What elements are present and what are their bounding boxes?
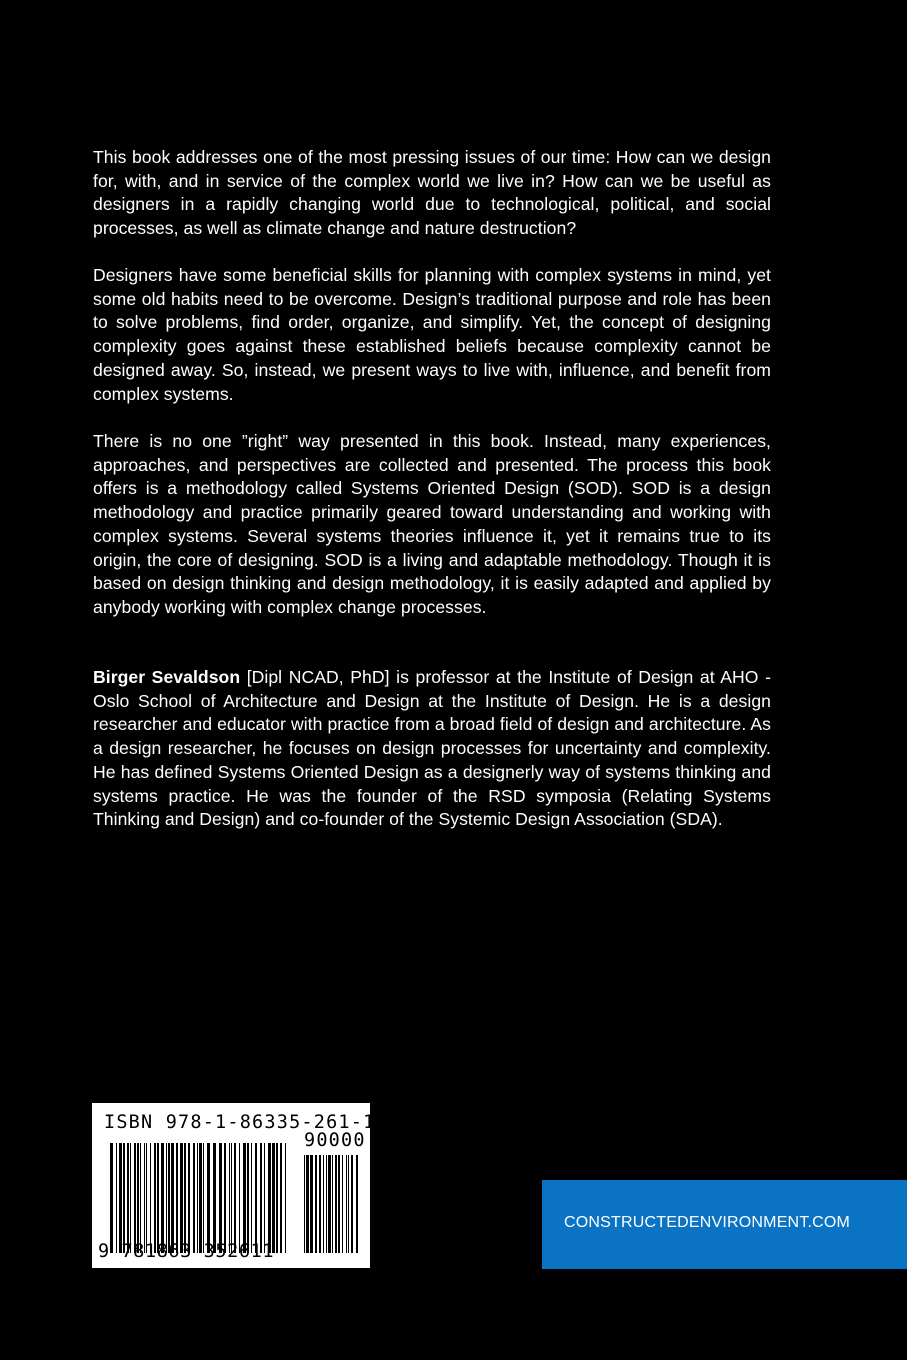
website-banner	[542, 1180, 907, 1269]
website-url[interactable]: CONSTRUCTEDENVIRONMENT.COM	[564, 1214, 851, 1231]
barcode-bar	[234, 1143, 236, 1253]
barcode-bar	[199, 1143, 202, 1253]
isbn-barcode	[92, 1103, 376, 1268]
barcode-bar	[144, 1143, 145, 1253]
barcode-bar	[176, 1143, 178, 1253]
description-paragraph-3-text: There is no one ”right” way presented in this book. Instead, many experiences, approaches, and perspectives are collected and presented. The process this book offers is a methodology called Systems Oriented Design (SOD). SOD is a design methodology and practice primarily geared toward understanding and working with complex systems. Several systems theories influence it, yet it remains true to its origin, the core of designing. SOD is a living and adaptable methodology. Though it is based on design thinking and design methodology, it is easily adapted and applied by anybody working with complex change processes.	[93, 431, 771, 617]
barcode-bar	[306, 1155, 309, 1253]
barcode-bar	[255, 1143, 257, 1253]
barcode-bar	[193, 1143, 195, 1253]
barcode-bar	[356, 1155, 358, 1253]
barcode-bar	[351, 1155, 353, 1253]
barcode-bar	[161, 1143, 164, 1253]
barcode-bar	[315, 1155, 317, 1253]
barcode-bar	[323, 1155, 324, 1253]
barcode-bar	[130, 1143, 131, 1253]
barcode-bar	[326, 1155, 327, 1253]
barcode-bar	[243, 1143, 246, 1253]
barcode-bar	[146, 1143, 147, 1253]
barcode-bar	[154, 1143, 156, 1253]
barcode-bar	[224, 1143, 226, 1253]
ean-digits: 9 781863 352611	[98, 1241, 275, 1262]
barcode-bar	[285, 1143, 286, 1253]
barcode-bar	[260, 1143, 262, 1253]
barcode-bar	[127, 1143, 129, 1253]
barcode-bar	[348, 1155, 349, 1253]
barcode-bar	[272, 1143, 275, 1253]
description-paragraph-1-text: This book addresses one of the most pressing issues of our time: How can we design for, with, and in service of the complex world we live in? How can we be useful as designers in a rapidly changing world due to technological, political, and social processes, as well as climate change and nature destruction?	[93, 147, 771, 239]
barcode-bar	[123, 1143, 125, 1253]
description-paragraph-1	[93, 146, 771, 241]
barcode-bar	[319, 1155, 321, 1253]
barcode-bar	[280, 1143, 282, 1253]
barcode-bar	[310, 1155, 313, 1253]
barcode-bar	[328, 1155, 331, 1253]
barcode-bar	[150, 1143, 151, 1253]
barcode-bar	[140, 1143, 141, 1253]
description-paragraph-2	[93, 264, 771, 406]
barcode-bar	[219, 1143, 222, 1253]
barcode-bar	[229, 1143, 230, 1253]
author-bio-body: [Dipl NCAD, PhD] is professor at the Institute of Design at AHO - Oslo School of Architecture and Design at the Institute of Design. He is a design researcher and educator with practice from a broad field of design and architecture. As a design researcher, he focuses on design processes for uncertainty and complexity. He has defined Systems Oriented Design as a designerly way of systems thinking and systems practice. He was the founder of the RSD symposia (Relating Systems Thinking and Design) and co-founder of the Systemic Design Association (SDA).	[93, 667, 771, 830]
author-bio	[93, 666, 771, 832]
barcode-bar	[137, 1143, 139, 1253]
barcode-bar	[251, 1143, 252, 1253]
barcode-bar	[168, 1143, 170, 1253]
barcode-bar	[116, 1143, 117, 1253]
barcode-bar	[171, 1143, 174, 1253]
barcode-bar	[268, 1143, 271, 1253]
barcode-bar	[203, 1143, 204, 1253]
isbn-label: ISBN 978-1-86335-261-1	[104, 1112, 376, 1133]
barcode-bar	[346, 1155, 347, 1253]
barcode-bar	[304, 1155, 305, 1253]
barcode-bar	[264, 1143, 265, 1253]
barcode-bar	[276, 1143, 278, 1253]
barcode-bar	[110, 1143, 113, 1253]
barcode-bar	[180, 1143, 183, 1253]
barcode-bar	[119, 1143, 122, 1253]
barcode-bar	[166, 1143, 167, 1253]
barcode-bar	[338, 1155, 340, 1253]
author-bio-text	[93, 666, 771, 832]
barcode-bar	[184, 1143, 186, 1253]
barcode-bar	[239, 1143, 240, 1253]
barcode-bar	[188, 1143, 190, 1253]
barcode-bar	[197, 1143, 198, 1253]
description-paragraph-2-text: Designers have some beneficial skills for planning with complex systems in mind, yet some old habits need to be overcome. Design’s traditional purpose and role has been to solve problems, find order, organize, and simplify. Yet, the concept of designing complexity goes against these established beliefs because complexity cannot be designed away. So, instead, we present ways to live with, influence, and benefit from complex systems.	[93, 265, 771, 404]
barcode-bar	[247, 1143, 249, 1253]
barcode-bar	[157, 1143, 159, 1253]
price-code: 90000	[304, 1130, 366, 1151]
barcode-bar	[134, 1143, 136, 1253]
barcode-bar	[207, 1143, 210, 1253]
barcode-bar	[342, 1155, 343, 1253]
author-name: Birger Sevaldson	[93, 667, 241, 687]
barcode-bar	[213, 1143, 216, 1253]
barcode-bar	[231, 1143, 232, 1253]
barcode-bar	[335, 1155, 337, 1253]
description-paragraph-3	[93, 430, 771, 620]
barcode-bar	[332, 1155, 333, 1253]
